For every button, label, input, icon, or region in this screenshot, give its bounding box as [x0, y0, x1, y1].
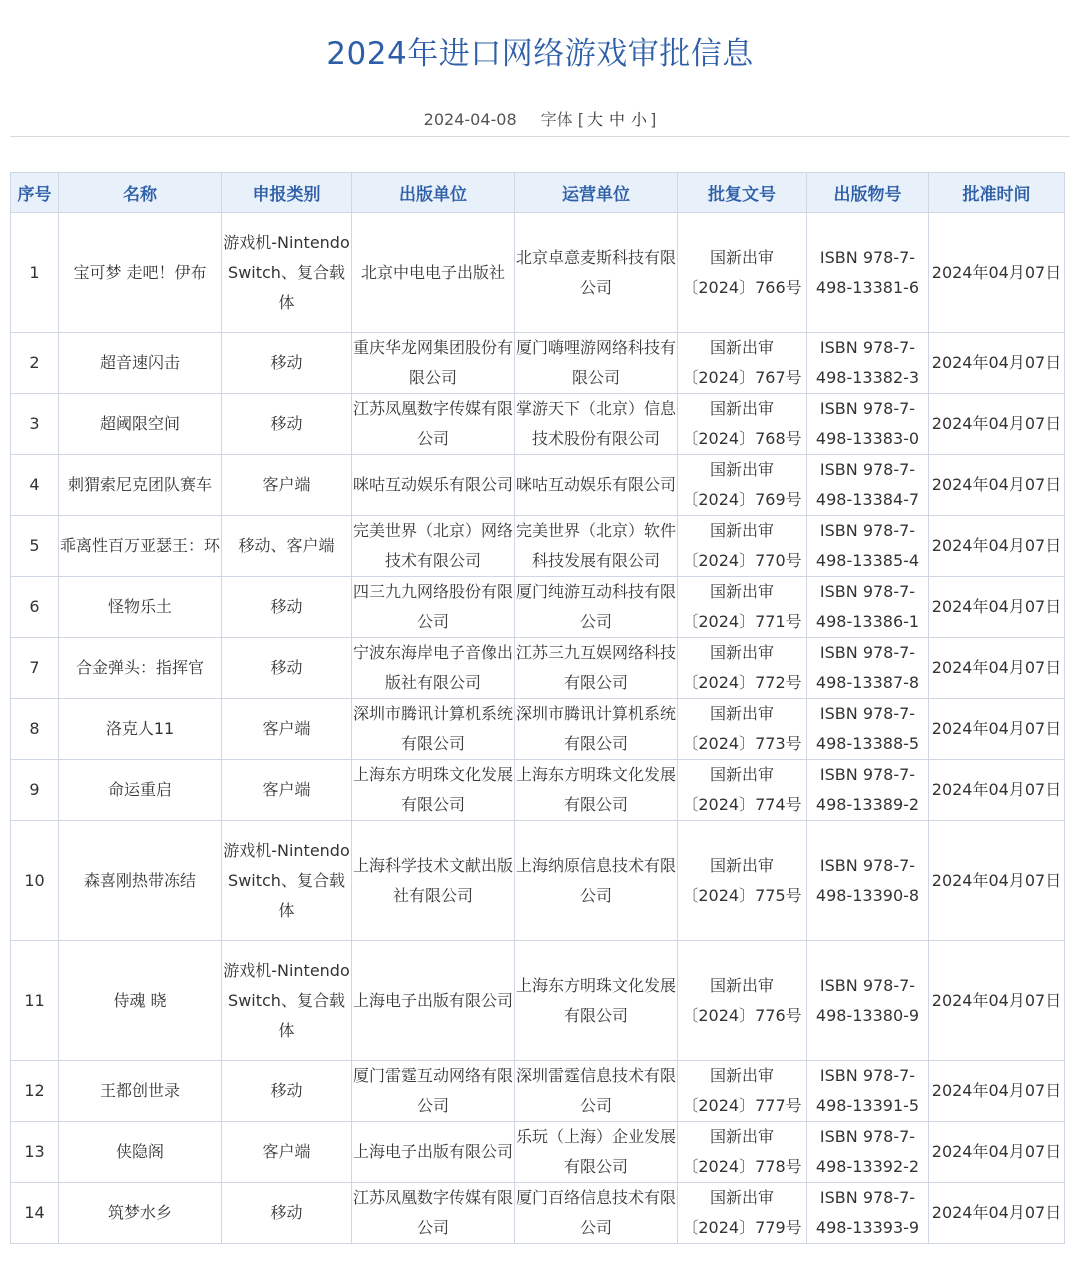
cell-category: 客户端	[222, 455, 352, 516]
cell-category: 游戏机-Nintendo Switch、复合载体	[222, 821, 352, 941]
cell-no: 10	[11, 821, 59, 941]
cell-category: 移动、客户端	[222, 516, 352, 577]
cell-isbn: ISBN 978-7-498-13384-7	[807, 455, 929, 516]
cell-publisher: 深圳市腾讯计算机系统有限公司	[352, 699, 515, 760]
article-meta	[0, 107, 1080, 130]
cell-approval: 国新出审〔2024〕774号	[678, 760, 807, 821]
cell-operator: 掌游天下（北京）信息技术股份有限公司	[515, 394, 678, 455]
cell-date: 2024年04月07日	[929, 699, 1065, 760]
cell-no: 1	[11, 213, 59, 333]
header-name: 名称	[59, 173, 222, 213]
cell-no: 12	[11, 1061, 59, 1122]
table-row	[11, 516, 1065, 577]
cell-approval: 国新出审〔2024〕777号	[678, 1061, 807, 1122]
cell-name: 洛克人11	[59, 699, 222, 760]
approval-table	[10, 172, 1065, 1244]
cell-date: 2024年04月07日	[929, 941, 1065, 1061]
cell-no: 6	[11, 577, 59, 638]
cell-operator: 江苏三九互娱网络科技有限公司	[515, 638, 678, 699]
cell-isbn: ISBN 978-7-498-13389-2	[807, 760, 929, 821]
cell-name: 森喜刚热带冻结	[59, 821, 222, 941]
cell-date: 2024年04月07日	[929, 516, 1065, 577]
cell-date: 2024年04月07日	[929, 213, 1065, 333]
cell-publisher: 宁波东海岸电子音像出版社有限公司	[352, 638, 515, 699]
cell-no: 3	[11, 394, 59, 455]
cell-name: 乖离性百万亚瑟王：环	[59, 516, 222, 577]
cell-approval: 国新出审〔2024〕778号	[678, 1122, 807, 1183]
table-row	[11, 638, 1065, 699]
cell-date: 2024年04月07日	[929, 1061, 1065, 1122]
cell-category: 游戏机-Nintendo Switch、复合载体	[222, 941, 352, 1061]
publish-date: 2024-04-08	[423, 110, 517, 129]
cell-name: 王都创世录	[59, 1061, 222, 1122]
cell-no: 9	[11, 760, 59, 821]
cell-publisher: 重庆华龙网集团股份有限公司	[352, 333, 515, 394]
cell-operator: 厦门纯游互动科技有限公司	[515, 577, 678, 638]
cell-no: 13	[11, 1122, 59, 1183]
header-isbn: 出版物号	[807, 173, 929, 213]
cell-name: 侍魂 晓	[59, 941, 222, 1061]
cell-approval: 国新出审〔2024〕766号	[678, 213, 807, 333]
cell-no: 5	[11, 516, 59, 577]
cell-approval: 国新出审〔2024〕779号	[678, 1183, 807, 1244]
cell-category: 移动	[222, 333, 352, 394]
cell-isbn: ISBN 978-7-498-13381-6	[807, 213, 929, 333]
cell-isbn: ISBN 978-7-498-13382-3	[807, 333, 929, 394]
cell-date: 2024年04月07日	[929, 1183, 1065, 1244]
cell-no: 8	[11, 699, 59, 760]
cell-publisher: 上海电子出版有限公司	[352, 1122, 515, 1183]
cell-publisher: 上海电子出版有限公司	[352, 941, 515, 1061]
font-medium-button[interactable]: 中	[609, 110, 626, 129]
cell-publisher: 咪咕互动娱乐有限公司	[352, 455, 515, 516]
table-row	[11, 821, 1065, 941]
header-operator: 运营单位	[515, 173, 678, 213]
cell-date: 2024年04月07日	[929, 455, 1065, 516]
header-no: 序号	[11, 173, 59, 213]
cell-isbn: ISBN 978-7-498-13390-8	[807, 821, 929, 941]
font-bracket-open: [	[577, 110, 585, 129]
cell-approval: 国新出审〔2024〕775号	[678, 821, 807, 941]
table-row	[11, 760, 1065, 821]
cell-isbn: ISBN 978-7-498-13383-0	[807, 394, 929, 455]
table-row	[11, 1061, 1065, 1122]
cell-operator: 厦门百络信息技术有限公司	[515, 1183, 678, 1244]
cell-publisher: 完美世界（北京）网络技术有限公司	[352, 516, 515, 577]
cell-approval: 国新出审〔2024〕771号	[678, 577, 807, 638]
table-row	[11, 1122, 1065, 1183]
cell-name: 超音速闪击	[59, 333, 222, 394]
header-date: 批准时间	[929, 173, 1065, 213]
cell-category: 客户端	[222, 699, 352, 760]
cell-operator: 深圳雷霆信息技术有限公司	[515, 1061, 678, 1122]
cell-category: 移动	[222, 1183, 352, 1244]
cell-operator: 厦门嗨哩游网络科技有限公司	[515, 333, 678, 394]
cell-approval: 国新出审〔2024〕769号	[678, 455, 807, 516]
cell-name: 命运重启	[59, 760, 222, 821]
cell-approval: 国新出审〔2024〕767号	[678, 333, 807, 394]
cell-operator: 上海纳原信息技术有限公司	[515, 821, 678, 941]
cell-name: 超阈限空间	[59, 394, 222, 455]
cell-no: 7	[11, 638, 59, 699]
cell-no: 11	[11, 941, 59, 1061]
cell-isbn: ISBN 978-7-498-13380-9	[807, 941, 929, 1061]
table-row	[11, 333, 1065, 394]
cell-date: 2024年04月07日	[929, 1122, 1065, 1183]
cell-publisher: 四三九九网络股份有限公司	[352, 577, 515, 638]
font-size-label: 字体	[540, 110, 573, 129]
cell-operator: 北京卓意麦斯科技有限公司	[515, 213, 678, 333]
cell-date: 2024年04月07日	[929, 638, 1065, 699]
header-publisher: 出版单位	[352, 173, 515, 213]
cell-isbn: ISBN 978-7-498-13391-5	[807, 1061, 929, 1122]
cell-approval: 国新出审〔2024〕772号	[678, 638, 807, 699]
cell-operator: 乐玩（上海）企业发展有限公司	[515, 1122, 678, 1183]
cell-category: 游戏机-Nintendo Switch、复合载体	[222, 213, 352, 333]
cell-name: 刺猬索尼克团队赛车	[59, 455, 222, 516]
cell-publisher: 北京中电电子出版社	[352, 213, 515, 333]
cell-publisher: 江苏凤凰数字传媒有限公司	[352, 1183, 515, 1244]
font-bracket-close: ]	[650, 110, 657, 129]
cell-date: 2024年04月07日	[929, 333, 1065, 394]
cell-no: 2	[11, 333, 59, 394]
page-title: 2024年进口网络游戏审批信息	[326, 36, 754, 72]
cell-category: 客户端	[222, 1122, 352, 1183]
cell-publisher: 江苏凤凰数字传媒有限公司	[352, 394, 515, 455]
table-row	[11, 941, 1065, 1061]
table-row	[11, 455, 1065, 516]
cell-isbn: ISBN 978-7-498-13388-5	[807, 699, 929, 760]
table-header-row	[11, 173, 1065, 213]
cell-category: 客户端	[222, 760, 352, 821]
cell-name: 筑梦水乡	[59, 1183, 222, 1244]
header-category: 申报类别	[222, 173, 352, 213]
cell-isbn: ISBN 978-7-498-13392-2	[807, 1122, 929, 1183]
header-approval: 批复文号	[678, 173, 807, 213]
cell-date: 2024年04月07日	[929, 577, 1065, 638]
cell-publisher: 上海东方明珠文化发展有限公司	[352, 760, 515, 821]
cell-date: 2024年04月07日	[929, 394, 1065, 455]
cell-name: 宝可梦 走吧！伊布	[59, 213, 222, 333]
cell-isbn: ISBN 978-7-498-13393-9	[807, 1183, 929, 1244]
cell-no: 14	[11, 1183, 59, 1244]
cell-operator: 深圳市腾讯计算机系统有限公司	[515, 699, 678, 760]
cell-name: 怪物乐土	[59, 577, 222, 638]
table-row	[11, 394, 1065, 455]
cell-category: 移动	[222, 1061, 352, 1122]
font-large-button[interactable]: 大	[587, 110, 604, 129]
table-row	[11, 699, 1065, 760]
table-row	[11, 577, 1065, 638]
cell-approval: 国新出审〔2024〕770号	[678, 516, 807, 577]
cell-operator: 完美世界（北京）软件科技发展有限公司	[515, 516, 678, 577]
cell-approval: 国新出审〔2024〕776号	[678, 941, 807, 1061]
cell-operator: 咪咕互动娱乐有限公司	[515, 455, 678, 516]
cell-isbn: ISBN 978-7-498-13386-1	[807, 577, 929, 638]
divider	[10, 136, 1070, 137]
cell-isbn: ISBN 978-7-498-13385-4	[807, 516, 929, 577]
cell-name: 合金弹头：指挥官	[59, 638, 222, 699]
cell-isbn: ISBN 978-7-498-13387-8	[807, 638, 929, 699]
cell-date: 2024年04月07日	[929, 821, 1065, 941]
cell-approval: 国新出审〔2024〕768号	[678, 394, 807, 455]
cell-publisher: 厦门雷霆互动网络有限公司	[352, 1061, 515, 1122]
cell-date: 2024年04月07日	[929, 760, 1065, 821]
cell-approval: 国新出审〔2024〕773号	[678, 699, 807, 760]
cell-name: 侠隐阁	[59, 1122, 222, 1183]
cell-operator: 上海东方明珠文化发展有限公司	[515, 941, 678, 1061]
cell-operator: 上海东方明珠文化发展有限公司	[515, 760, 678, 821]
cell-no: 4	[11, 455, 59, 516]
cell-publisher: 上海科学技术文献出版社有限公司	[352, 821, 515, 941]
cell-category: 移动	[222, 577, 352, 638]
font-small-button[interactable]: 小	[631, 110, 648, 129]
cell-category: 移动	[222, 638, 352, 699]
cell-category: 移动	[222, 394, 352, 455]
table-row	[11, 213, 1065, 333]
table-row	[11, 1183, 1065, 1244]
